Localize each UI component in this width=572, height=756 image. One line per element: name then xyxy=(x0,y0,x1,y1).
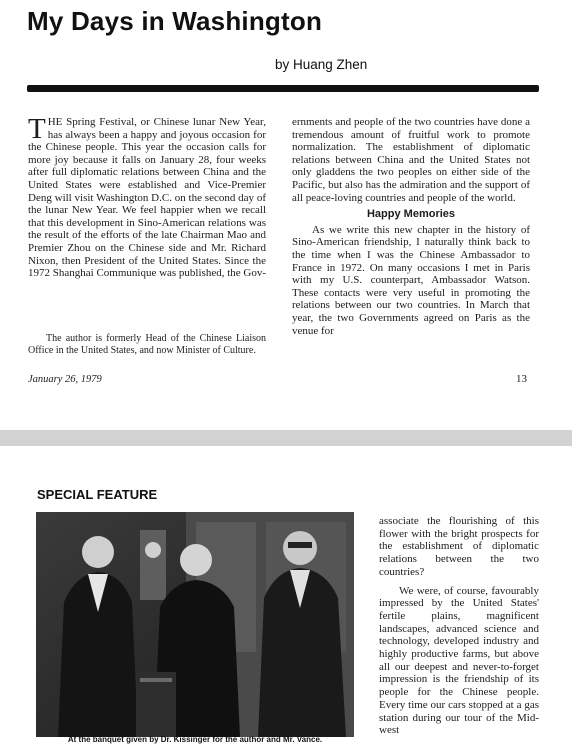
column-2-paragraph-2: As we write this new chapter in the history of Sino-American friendship, I naturally think back to the time when I was the Chinese Ambassador to France in 1972. On many occasions I met in Paris with my U.S. counterpart, Ambassador Watson. These contacts were very useful in promoting the relations between our two countries. In March that year, the two Governments agreed on Paris as the venue for xyxy=(292,223,530,337)
page-number: 13 xyxy=(516,373,527,385)
column-2-paragraph-1: ernments and people of the two countries have done a tremendous amount of fruitful work to promote normalization. The establishment of diplomatic relations between China and the United States not only gladdens the two peoples on either side of the Pacific, but also has the admiration and the support of all peace-loving countries and people of the world. xyxy=(292,116,530,204)
article-column-2 xyxy=(292,116,530,337)
opening-paragraph-text: HE Spring Festival, or Chinese lunar New Year, has always been a happy and joyous occasion for the Chinese people. This year the occasion calls for more joy because it falls on January 28, four weeks after full diplomatic relations between China and the United States were established and Vice-Premier Deng will visit Washington D.C. on the second day of the lunar New Year. We feel happier when we recall that this development in Sino-American relations was the result of the efforts of the late Chairman Mao and Premier Zhou on the Chinese side and Mr. Richard Nixon, then President of the United States. Since the 1972 Shanghai Communique was published, the Gov- xyxy=(28,116,267,280)
drop-cap: T xyxy=(28,113,46,145)
article-column-1 xyxy=(28,113,267,280)
special-feature-page xyxy=(0,446,572,756)
feature-paragraph-1: associate the flourishing of this flower with the bright prospects for the establishment of diplomatic relations between the two countries? xyxy=(379,515,539,578)
banquet-photo xyxy=(36,512,354,737)
article-title: My Days in Washington xyxy=(27,6,323,36)
title-rule xyxy=(27,85,539,92)
author-footnote: The author is formerly Head of the Chinese Liaison Office in the United States, and now Minister of Culture. xyxy=(28,333,266,356)
article-byline: by Huang Zhen xyxy=(275,57,368,72)
opening-paragraph xyxy=(28,113,267,280)
banquet-photo-illustration xyxy=(36,512,354,737)
page-separator xyxy=(0,430,572,446)
issue-date: January 26, 1979 xyxy=(28,374,102,385)
photo-caption: At the banquet given by Dr. Kissinger for the author and Mr. Vance. xyxy=(67,735,323,744)
section-label: SPECIAL FEATURE xyxy=(37,487,158,502)
feature-paragraph-2: We were, of course, favourably impressed by the United States' fertile plains, magnificent landscapes, advanced science and technology, developed industry and highly productive farms, but above all our deepest and never-to-forget impression is the friendship of its people for the Chinese people. Every time our cars stopped at a gas station during our tour of the Mid-west xyxy=(379,584,539,737)
feature-column xyxy=(379,515,539,737)
subheading-happy-memories: Happy Memories xyxy=(366,208,456,221)
